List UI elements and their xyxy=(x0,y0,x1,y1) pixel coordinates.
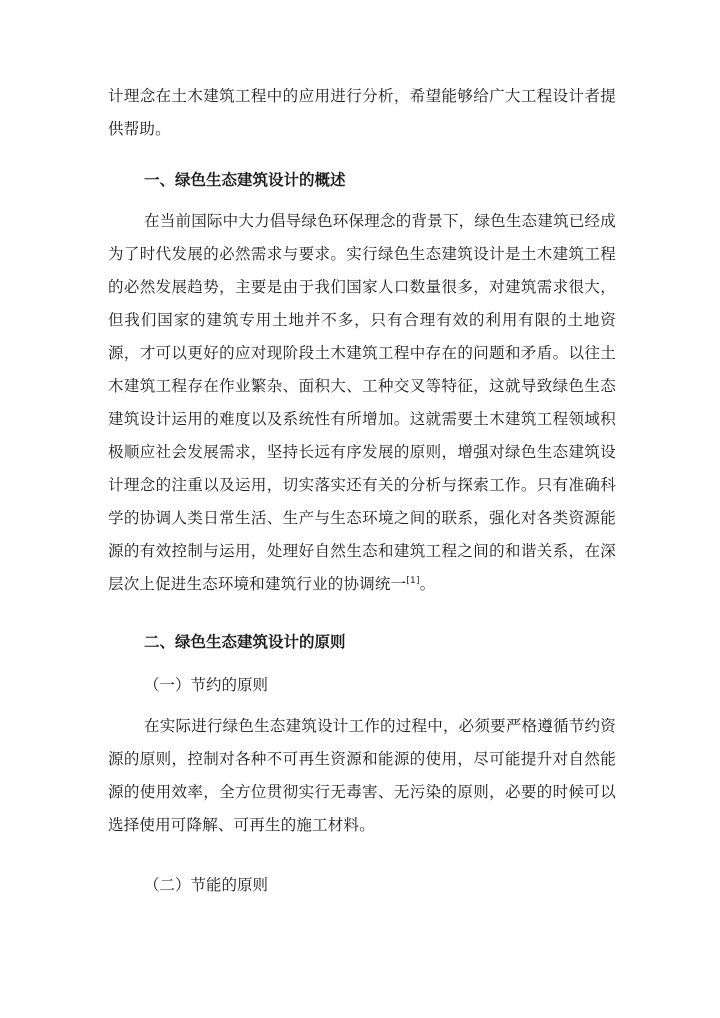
section-heading-principles: 二、绿色生态建筑设计的原则 xyxy=(144,633,346,651)
subsection-heading-energy: （二）节能的原则 xyxy=(144,876,269,894)
saving-principle-paragraph: 在实际进行绿色生态建筑设计工作的过程中，必须要严格遵循节约资源的原则，控制对各种不可再生资源和能源的使用，尽可能提升对自然能源的使用效率，全方位贯彻实行无毒害、无污染的原则，必要的时候可以选择使用可降解、可再生的施工材料。 xyxy=(108,717,616,834)
overview-paragraph-end: 。 xyxy=(419,575,436,593)
overview-paragraph xyxy=(108,205,616,601)
citation-marker: [1] xyxy=(406,576,420,586)
overview-paragraph-text: 在当前国际中大力倡导绿色环保理念的背景下，绿色生态建筑已经成为了时代发展的必然需求与要求。实行绿色生态建筑设计是土木建筑工程的必然发展趋势，主要是由于我们国家人口数量很多，对建筑需求很大，但我们国家的建筑专用土地并不多，只有合理有效的利用有限的土地资源，才可以更好的应对现阶段土木建筑工程中存在的问题和矛盾。以往土木建筑工程存在作业繁杂、面积大、工种交叉等特征，这就导致绿色生态建筑设计运用的难度以及系统性有所增加。这就需要土木建筑工程领域积极顺应社会发展需求，坚持长远有序发展的原则，增强对绿色生态建筑设计理念的注重以及运用，切实落实还有关的分析与探索工作。只有准确科学的协调人类日常生活、生产与生态环境之间的联系，强化对各类资源能源的有效控制与运用，处理好自然生态和建筑工程之间的和谐关系，在深层次上促进生态环境和建筑行业的协调统一 xyxy=(108,212,616,593)
section-heading-overview: 一、绿色生态建筑设计的概述 xyxy=(144,171,346,189)
subsection-heading-saving: （一）节约的原则 xyxy=(144,676,269,694)
intro-paragraph: 计理念在土木建筑工程中的应用进行分析，希望能够给广大工程设计者提供帮助。 xyxy=(108,87,616,138)
